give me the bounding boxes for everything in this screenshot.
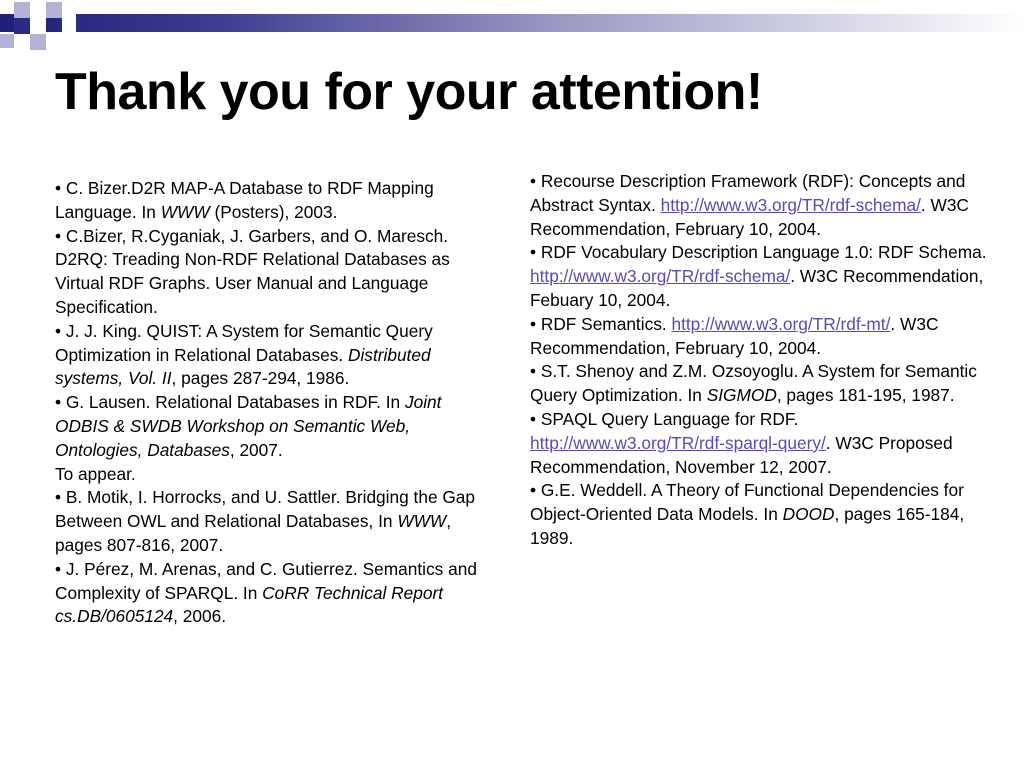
reference-link[interactable]: http://www.w3.org/TR/rdf-schema/ [530,266,791,287]
reference-text: • C. Bizer.D2R MAP-A Database to RDF Mapping Language. In [55,178,434,222]
reference-item [55,463,500,487]
reference-text: • RDF Vocabulary Description Language 1.0: RDF Schema. [530,242,987,263]
reference-text: , pages 287-294, 1986. [171,368,350,389]
reference-text: . W3C Recommendation, Febuary 10, 2004. [530,266,984,310]
deco-square [46,2,62,18]
reference-text: • J. J. King. QUIST: A System for Semantic Query Optimization in Relational Databases. [55,320,433,365]
deco-square [0,34,14,48]
reference-item [55,225,500,320]
reference-text: • C.Bizer, R.Cyganiak, J. Garbers, and O. Maresch. D2RQ: Treading Non-RDF Relational Databases as Virtual RDF Graphs. User Manual and Language Specification. [55,225,450,317]
reference-venue: Joint ODBIS & SWDB Workshop on Semantic Web, Ontologies, Databases [55,392,442,460]
references-right-column [530,170,990,551]
reference-text: • J. Pérez, M. Arenas, and C. Gutierrez. Semantics and Complexity of SPARQL. In [55,558,477,603]
reference-venue: DOOD [782,504,835,525]
reference-text: . W3C Recommendation, February 10, 2004. [530,194,969,239]
reference-text: . W3C Recommendation, February 10, 2004. [530,313,939,358]
deco-square [14,2,30,18]
reference-text: • G.E. Weddell. A Theory of Functional Dependencies for Object-Oriented Data Models. In [530,480,964,525]
reference-item [55,558,500,629]
reference-item [530,479,990,550]
reference-text: , 2006. [173,606,227,627]
reference-item [530,360,990,408]
reference-venue: Distributed systems, Vol. II [55,344,431,389]
deco-square [62,14,76,32]
reference-venue: WWW [160,201,210,222]
slide-title: Thank you for your attention! [55,63,763,121]
reference-link[interactable]: http://www.w3.org/TR/rdf-sparql-query/ [530,432,826,453]
reference-text: , pages 807-816, 2007. [55,511,452,555]
references-left-column [55,177,500,629]
deco-square [14,18,30,34]
reference-item [530,241,990,312]
header-gradient-band [0,14,1024,32]
reference-text: , pages 181-195, 1987. [776,385,955,406]
reference-item [55,320,500,391]
reference-venue: SIGMOD [706,385,777,406]
reference-text: • SPAQL Query Language for RDF. [530,408,799,429]
reference-text: , 2007. [229,439,283,460]
reference-venue: CoRR Technical Report cs.DB/0605124 [55,582,444,627]
reference-text: , pages 165-184, 1989. [530,504,965,548]
reference-text: • RDF Semantics. [530,313,667,334]
reference-item [530,170,990,241]
reference-text: To appear. [55,463,136,484]
reference-item [55,486,500,557]
reference-item [530,408,990,479]
deco-square [30,34,46,50]
reference-item [55,391,500,462]
reference-link[interactable]: http://www.w3.org/TR/rdf-schema/ [660,194,921,215]
reference-venue: WWW [397,511,447,532]
reference-text: • Recourse Description Framework (RDF): Concepts and Abstract Syntax. [530,171,966,215]
reference-link[interactable]: http://www.w3.org/TR/rdf-mt/ [671,313,891,334]
reference-text: • B. Motik, I. Horrocks, and U. Sattler. Bridging the Gap Between OWL and Relational Databases, In [55,487,476,532]
deco-square [30,14,46,32]
reference-text: • G. Lausen. Relational Databases in RDF. In [55,392,405,413]
reference-text: . W3C Proposed Recommendation, November 12, 2007. [530,432,953,477]
reference-text: (Posters), 2003. [209,201,338,222]
reference-item [55,177,500,225]
reference-item [530,313,990,361]
reference-text: • S.T. Shenoy and Z.M. Ozsoyoglu. A System for Semantic Query Optimization. In [530,361,977,406]
